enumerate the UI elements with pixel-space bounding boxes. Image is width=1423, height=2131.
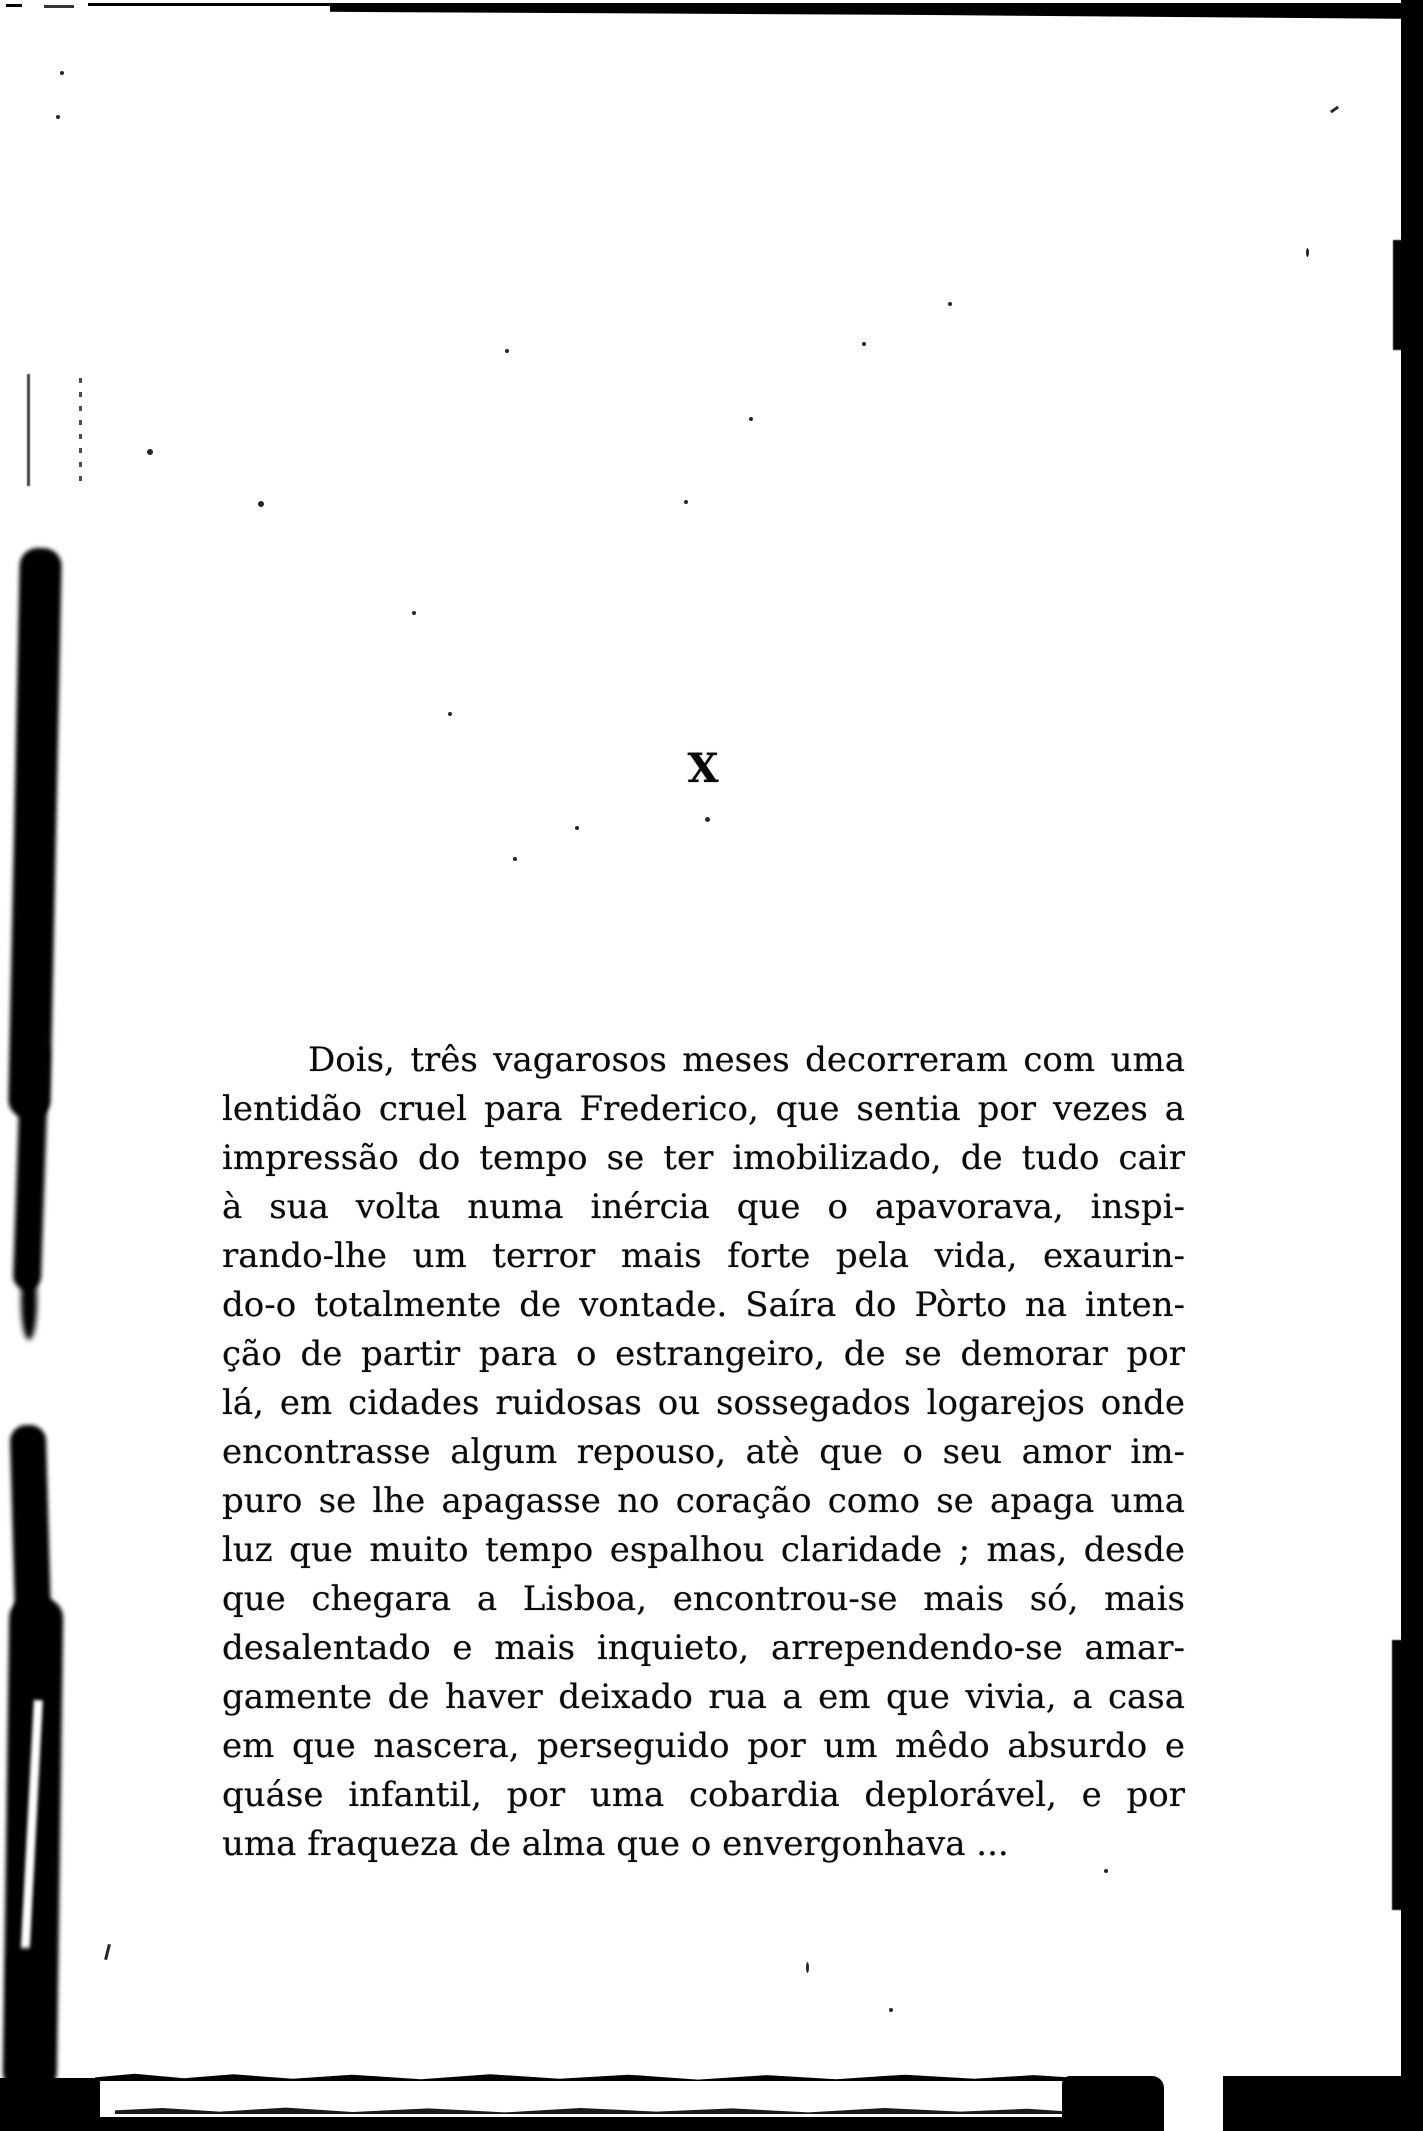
text-line: rando-lhe um terror mais forte pela vida, exaurin- (222, 1236, 1185, 1276)
text-line: desalentado e mais inquieto, arrependendo-se amar- (222, 1628, 1185, 1668)
text-line: que chegara a Lisboa, encontrou-se mais só, mais (222, 1579, 1185, 1619)
scan-edge-top (44, 5, 74, 8)
scan-edge-bottom (1223, 2076, 1423, 2131)
scan-speck (749, 417, 753, 421)
scan-edge-bottom (95, 2072, 1083, 2081)
scan-edge-right (1392, 1640, 1402, 1910)
scan-edge-bottom (92, 2117, 1164, 2131)
scan-speck (889, 2008, 893, 2012)
text-line: lá, em cidades ruidosas ou sossegados logarejos onde (222, 1383, 1185, 1423)
scan-binding-smudge (79, 378, 82, 488)
scan-speck (705, 817, 710, 822)
scan-binding-smudge (8, 548, 62, 1119)
text-line: puro se lhe apagasse no coração como se apaga uma (222, 1481, 1185, 1521)
text-line: em que nascera, perseguido por um mêdo absurdo e (222, 1726, 1185, 1766)
text-line: ção de partir para o estrangeiro, de se demorar por (222, 1334, 1185, 1374)
text-line: do-o totalmente de vontade. Saíra do Pòrto na inten- (222, 1285, 1185, 1325)
scan-speck (862, 342, 866, 346)
scan-speck (1104, 1869, 1108, 1873)
scan-edge-right (1393, 240, 1402, 350)
scan-speck (513, 857, 517, 861)
scan-binding-smudge (27, 374, 30, 486)
scan-edge-right (1401, 0, 1423, 2131)
paragraph (222, 1036, 1185, 1869)
scan-speck (104, 1944, 111, 1960)
text-line: uma fraqueza de alma que o envergonhava ... (222, 1824, 1009, 1864)
scan-edge-top (330, 3, 1423, 19)
scan-speck (806, 1962, 809, 1973)
scan-speck (1306, 248, 1309, 257)
text-line: gamente de haver deixado rua a em que vivia, a casa (222, 1677, 1185, 1717)
scan-edge-bottom (0, 2078, 100, 2131)
text-line: lentidão cruel para Frederico, que sentia por vezes a (222, 1089, 1185, 1129)
text-line: impressão do tempo se ter imobilizado, de tudo cair (222, 1138, 1185, 1178)
scan-speck (60, 71, 64, 75)
scan-speck (412, 611, 416, 615)
scan-edge-bottom (115, 2106, 1065, 2114)
scan-speck (684, 500, 688, 504)
text-line: Dois, três vagarosos meses decorreram com uma (308, 1040, 1185, 1080)
scan-speck (448, 712, 452, 716)
text-line: quáse infantil, por uma cobardia deplorável, e por (222, 1775, 1185, 1815)
scan-speck (56, 115, 60, 119)
text-line: à sua volta numa inércia que o apavorava, inspi- (222, 1187, 1185, 1227)
scan-speck (147, 449, 153, 455)
scan-speck (575, 826, 579, 830)
scan-speck (1330, 106, 1339, 114)
scan-edge-top (6, 4, 22, 7)
scan-speck (948, 302, 952, 306)
scan-speck (505, 349, 509, 353)
scan-binding-smudge (21, 1262, 37, 1340)
scan-speck (258, 501, 264, 507)
scan-binding-smudge (8, 1948, 52, 2098)
text-line: encontrasse algum repouso, atè que o seu amor im- (222, 1432, 1185, 1472)
chapter-heading: X (687, 745, 720, 792)
text-line: luz que muito tempo espalhou claridade ; mas, desde (222, 1530, 1185, 1570)
